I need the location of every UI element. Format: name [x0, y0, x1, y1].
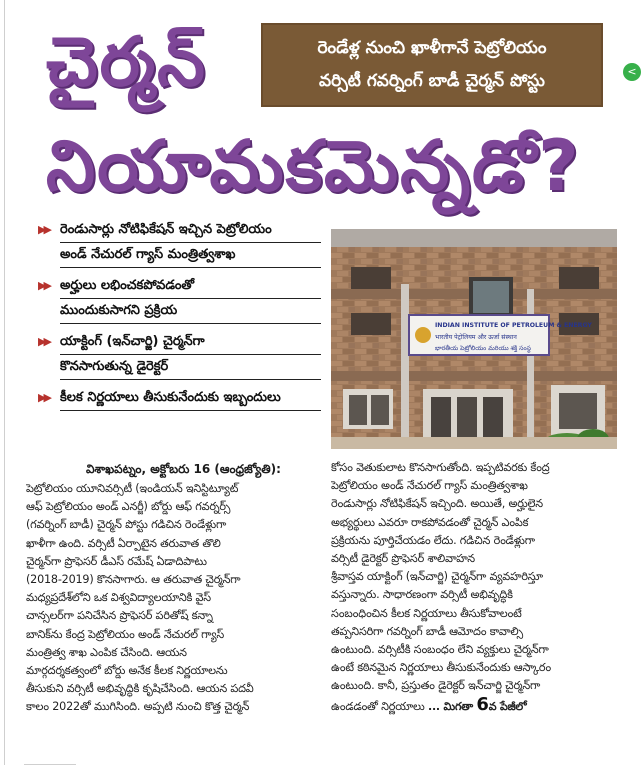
double-arrow-icon: ▶▶ [38, 335, 49, 348]
kicker-line-2: వర్సిటీ గవర్నింగ్ బాడీ చైర్మన్ పోస్టు [319, 71, 545, 91]
sign-text-english: INDIAN INSTITUTE OF PETROLEUM & ENERGY [435, 322, 592, 329]
article-line: కోసం వెతుకులాట కొనసాగుతోంది. ఇప్పటివరకు కేంద్ర [331, 461, 550, 474]
article-line: సంబంధించిన కీలక నిర్ణయాలు తీసుకోవాలంటే [331, 606, 522, 620]
article-line: (గవర్నింగ్ బాడీ) చైర్మన్ పోస్టు గడిచిన రెండేళ్లుగా [26, 518, 227, 532]
bullet-text: యాక్టింగ్ (ఇన్‌చార్జి) చైర్మన్‌గా [60, 330, 321, 355]
article-line: పెట్రోలియం యూనివర్సిటీ (ఇండియన్ ఇనిస్టిట్యూట్ [26, 482, 239, 495]
bullet-item [38, 274, 321, 324]
headline-line-2: నియామకమెన్నడో? [46, 125, 581, 207]
double-arrow-icon: ▶▶ [38, 391, 49, 404]
article-line: రెండుసార్లు నోటిఫికేషన్ ఇచ్చింది. అయితే, అర్హులైన [331, 497, 543, 511]
share-icon[interactable]: < [623, 63, 641, 81]
article-dateline: విశాఖపట్నం, అక్టోబరు 16 (ఆంధ్రజ్యోతి): [86, 462, 281, 476]
building-illustration [331, 229, 617, 449]
institute-building-photo [331, 229, 617, 449]
article-line: వస్తున్నారు. సాధారణంగా వర్సిటీ అభివృద్ధికి [331, 588, 513, 602]
bullet-text: అండ్ నేచురల్ గ్యాస్ మంత్రిత్వశాఖ [60, 243, 321, 268]
continued-suffix: వ పేజీలో [488, 699, 527, 713]
bullet-text: కీలక నిర్ణయాలు తీసుకునేందుకు ఇబ్బందులు [60, 386, 321, 411]
bullet-text: ముందుకుసాగని ప్రక్రియ [60, 299, 321, 324]
article-line: తీసుకుని వర్సిటీ అభివృద్ధికి కృషిచేసింది. ఆయన పదవీ [26, 682, 254, 696]
headline-line-1: చైర్మన్ [46, 23, 207, 102]
sign-text-telugu: భారతీయ పెట్రోలియం మరియు శక్తి సంస్థ [435, 345, 531, 352]
bullet-text: రెండుసార్లు నోటిఫికేషన్ ఇచ్చిన పెట్రోలియం [60, 218, 321, 243]
article-line: కాలం 2022తో ముగిసింది. అప్పటి నుంచి కొత్త చైర్మన్ [26, 700, 250, 714]
article-line: (2018-2019) కొనసాగారు. ఆ తరువాత చైర్మన్‌గా [26, 573, 241, 587]
double-arrow-icon: ▶▶ [38, 223, 49, 236]
article-line: చైర్మన్‌గా ప్రొఫెసర్ డీఎస్ రమేష్ ఏడాదిపాటు [26, 554, 207, 568]
article-column-left [26, 480, 322, 717]
kicker-box [261, 23, 603, 107]
bullet-text: కొనసాగుతున్న డైరెక్టర్ [60, 355, 321, 380]
article-line: మంత్రిత్వ శాఖ ఎంపిక చేసింది. ఆయన [26, 645, 187, 659]
article-line: మధ్యప్రదేశ్‌లోని ఒక విశ్వవిద్యాలయానికి వైస్ [26, 591, 211, 605]
continued-page-number: 6 [476, 695, 489, 715]
article-line: ఖాళీగా ఉంది. వర్సిటీ ఏర్పాటైన తరువాత తొలి [26, 536, 221, 550]
article-line: ఉంటుంది. కానీ, ప్రస్తుతం డైరెక్టర్ ఇన్‌చార్జి చైర్మన్‌గా [331, 679, 541, 693]
article-line: పెట్రోలియం అండ్ నేచురల్ గ్యాస్ మంత్రిత్వశాఖ [331, 479, 528, 493]
article-line: ఉంటుంది. వర్సిటీకి సంబంధం లేని వ్యక్తులు చైర్మన్‌గా [331, 643, 549, 657]
clipping-border-bottom [24, 764, 76, 765]
article-line: చాన్సలర్‌గా పనిచేసిన ప్రొఫెసర్ పరితోష్ కన్నా [26, 609, 213, 623]
article-line: ఉంటే కఠినమైన నిర్ణయాలు తీసుకునేందుకు ఆస్కారం [331, 661, 551, 675]
double-arrow-icon: ▶▶ [38, 279, 49, 292]
sign-text-hindi: भारतीय पेट्रोलियम और ऊर्जा संस्थान [435, 334, 517, 341]
continued-prefix: ... మిగతా [427, 699, 474, 713]
article-column-right [331, 459, 617, 716]
article-line: తప్పనిసరిగా గవర్నింగ్ బాడీ ఆమోదం కావాల్సి [331, 624, 523, 638]
clipping-border-left [4, 0, 5, 765]
article-line: శ్రీవాస్తవ యాక్టింగ్ (ఇన్‌చార్జి) చైర్మన్‌గా వ్యవహరిస్తూ [331, 570, 543, 584]
bullet-item [38, 330, 321, 380]
article-line: బానిక్‌ను కేంద్ర పెట్రోలియం అండ్ నేచురల్ గ్యాస్ [26, 627, 225, 641]
bullet-item [38, 386, 321, 411]
article-last-line [331, 696, 617, 716]
article-line: అభ్యర్థులు ఎవరూ రాకపోవడంతో చైర్మన్ ఎంపిక [331, 515, 529, 529]
article-last-line-text: ఉండడంతో నిర్ణయాలు [331, 699, 425, 713]
article-line: ప్రక్రియను పూర్తిచేయడం లేదు. గడిచిన రెండేళ్లుగా [331, 533, 535, 547]
bullet-item [38, 218, 321, 268]
bullet-text: అర్హులు లభించకపోవడంతో [60, 274, 321, 299]
kicker-line-1: రెండేళ్ల నుంచి ఖాళీగానే పెట్రోలియం [317, 38, 547, 58]
article-line: మార్గదర్శకత్వంలో బోర్డు అనేక కీలక నిర్ణయాలను [26, 664, 228, 678]
article-line: వర్సిటీ డైరెక్టర్ ప్రొఫెసర్ శాలివాహన [331, 552, 475, 566]
article-line: ఆఫ్ పెట్రోలియం అండ్ ఎనర్జీ) బోర్డు ఆఫ్ గవర్నర్స్ [26, 500, 231, 514]
highlight-bullets [38, 218, 321, 417]
